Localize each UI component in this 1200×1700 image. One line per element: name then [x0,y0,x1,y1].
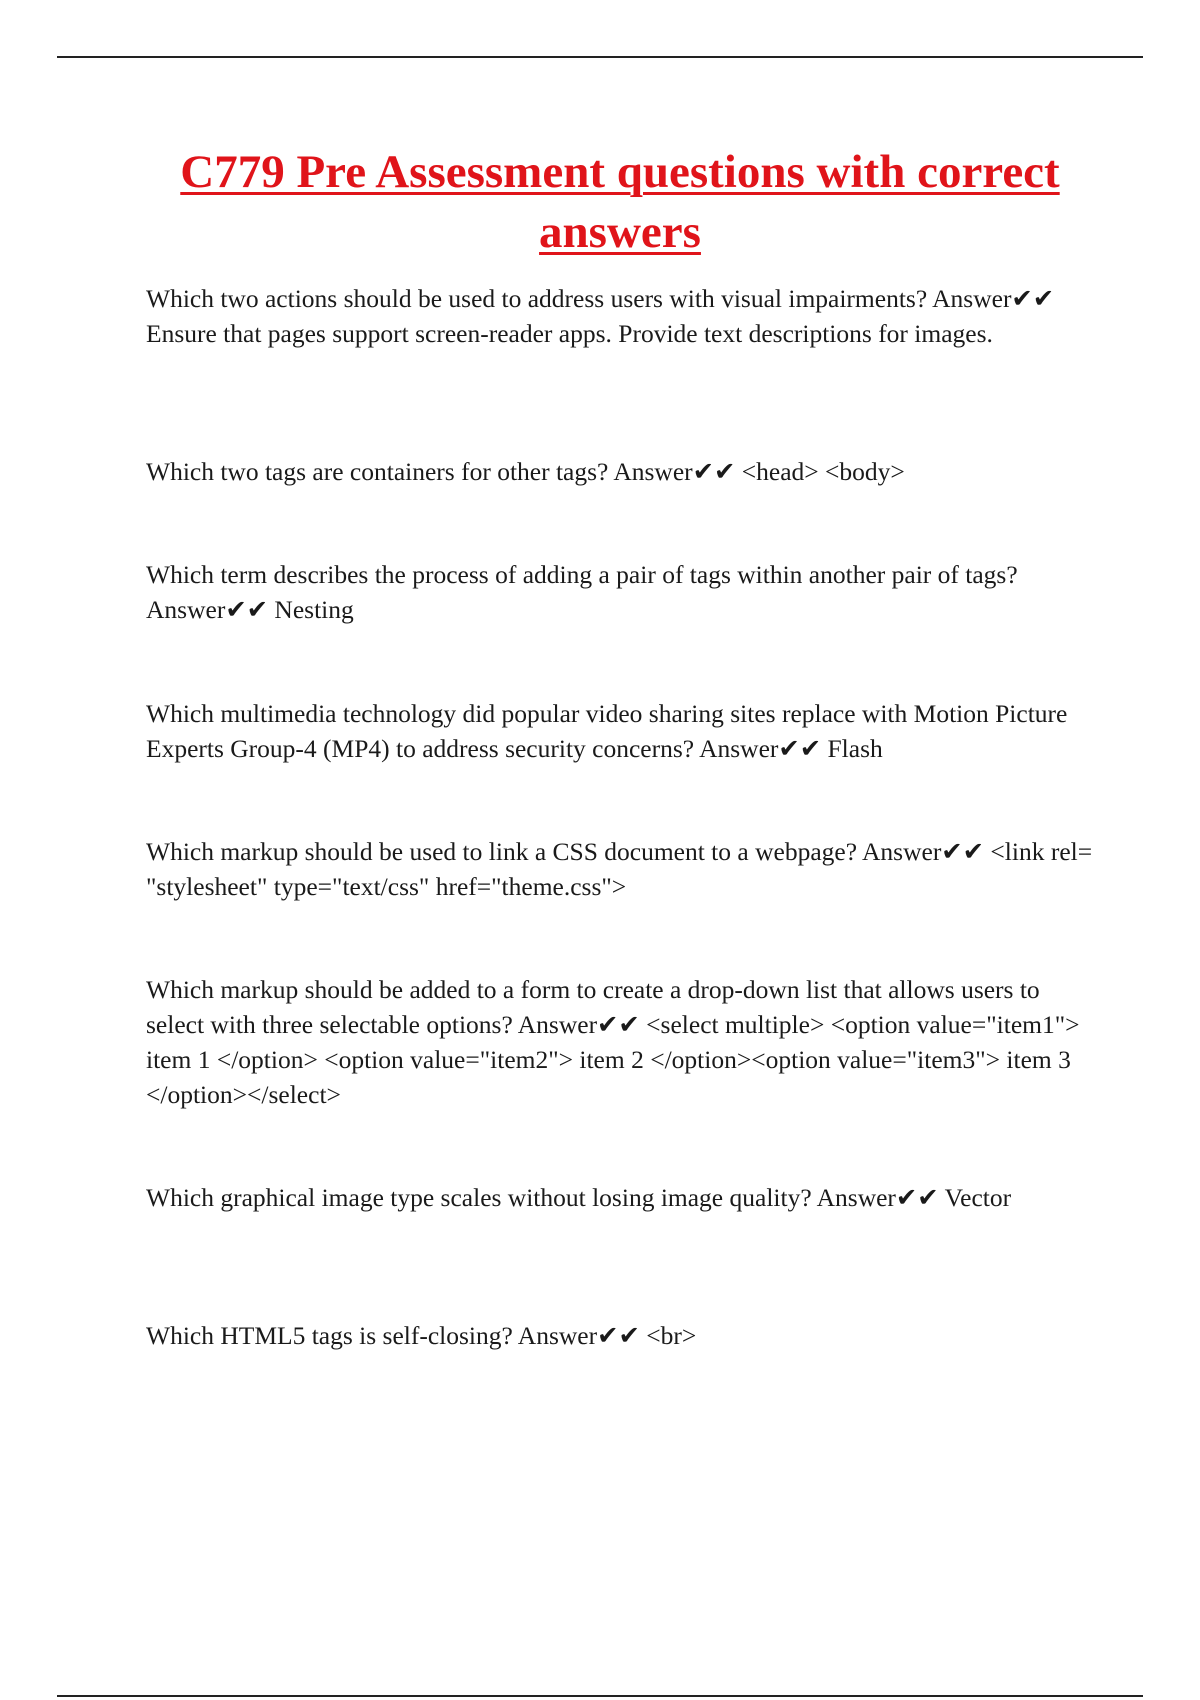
qa-item: Which multimedia technology did popular video sharing sites replace with Motion Picture Experts Group-4 (MP4) to address security concerns? Answer✔✔ Flash [146,699,1068,763]
qa-item: Which markup should be added to a form to create a drop-down list that allows users to select with three selectable options? Answer✔✔ <select multiple> <option value="item1"> item 1 </option> <option value="item2"> item 2 </option><option value="item3"> item 3 </option></select> [146,975,1080,1109]
document-title: C779 Pre Assessment questions with correct answers [180,146,1060,258]
qa-item: Which two tags are containers for other tags? Answer✔✔ <head> <body> [146,457,905,486]
qa-item: Which HTML5 tags is self-closing? Answer✔✔ <br> [146,1321,697,1350]
qa-item: Which markup should be used to link a CSS document to a webpage? Answer✔✔ <link rel= "stylesheet" type="text/css" href="theme.css"> [146,837,1093,901]
qa-item: Which term describes the process of adding a pair of tags within another pair of tags? Answer✔✔ Nesting [146,560,1018,624]
footer-rule [57,1695,1143,1697]
header-rule [57,56,1143,58]
qa-item: Which graphical image type scales without losing image quality? Answer✔✔ Vector [146,1183,1012,1212]
qa-item: Which two actions should be used to address users with visual impairments? Answer✔✔ Ensure that pages support screen-reader apps. Provide text descriptions for images. [146,284,1055,348]
